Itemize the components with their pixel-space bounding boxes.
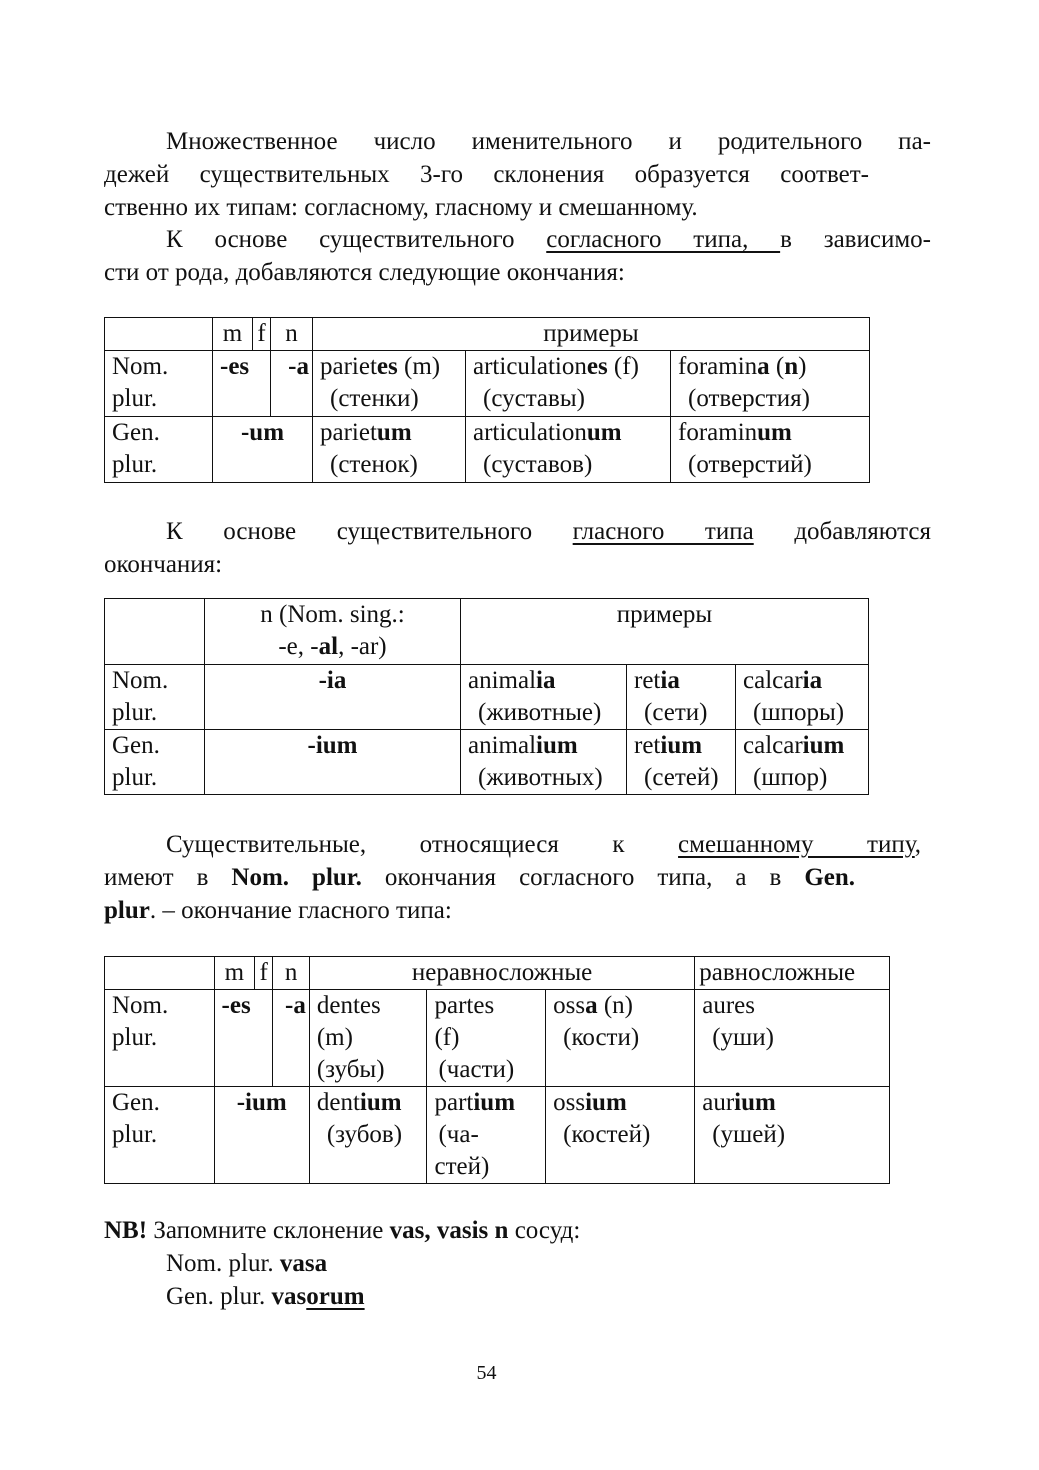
gender: (m)	[316, 1024, 353, 1051]
ending: ia	[802, 667, 823, 694]
nb-label: NB!	[104, 1217, 148, 1244]
translation: (отверстий)	[688, 451, 812, 478]
label-line: plur.	[112, 385, 158, 412]
mixed-type-table	[104, 956, 890, 1184]
translation: (суставы)	[483, 385, 585, 412]
underlined-term: согласного типа,	[546, 226, 781, 253]
ending: ium	[734, 1089, 776, 1116]
stem: pariet	[320, 419, 377, 446]
label-line: Nom.	[112, 353, 169, 380]
header-f: f	[253, 318, 271, 351]
stem: oss	[553, 992, 586, 1019]
ending: -es	[221, 992, 251, 1019]
ending: es	[376, 353, 398, 380]
translation: (зубов)	[326, 1121, 403, 1148]
text-line: дежей существительных 3-го склонения образуется соответ-	[104, 161, 869, 188]
gender: (m)	[397, 353, 441, 380]
label-line: Nom.	[112, 667, 169, 694]
example-cell	[546, 1087, 695, 1184]
ending: -ium	[307, 732, 358, 759]
ending: ium	[802, 732, 845, 759]
stem: aur	[702, 1089, 735, 1116]
translation: (ча-	[438, 1121, 479, 1148]
header-run: -e, -	[278, 633, 319, 660]
header-m: m	[213, 318, 253, 351]
stem: animal	[468, 732, 537, 759]
label-line: plur.	[112, 764, 158, 791]
gender: (f)	[607, 353, 639, 380]
intro-paragraph-2-cont	[104, 256, 869, 289]
corner-cell	[105, 599, 205, 665]
header-n: n	[271, 318, 313, 351]
example-cell	[309, 1087, 427, 1184]
text-line	[166, 223, 931, 256]
consonant-type-table	[104, 317, 870, 483]
example-cell	[671, 351, 870, 417]
case-label: Gen. plur.	[166, 1283, 272, 1310]
page-number: 54	[476, 1362, 497, 1384]
translation: (части)	[438, 1056, 515, 1083]
translation: (суставов)	[483, 451, 593, 478]
example-cell	[461, 730, 627, 795]
nb-nom-plur	[166, 1247, 327, 1280]
ending-all	[213, 417, 313, 483]
bold-term: plur	[104, 897, 150, 924]
stem: dent	[316, 1089, 360, 1116]
header-n: n	[273, 957, 310, 990]
stem: oss	[553, 1089, 586, 1116]
gender: (n)	[597, 992, 634, 1019]
stem: foramin	[678, 353, 758, 380]
example-cell	[309, 990, 427, 1087]
ending: a	[757, 353, 770, 380]
row-label-gen	[105, 730, 205, 795]
ending: um	[376, 419, 412, 446]
example-cell	[695, 990, 890, 1087]
ending: a	[585, 992, 598, 1019]
text-run: в зависимо-	[780, 226, 931, 253]
corner-cell	[105, 318, 213, 351]
label-line: plur.	[112, 451, 158, 478]
ending: um	[757, 419, 792, 446]
header-f: f	[255, 957, 273, 990]
gender: n	[784, 353, 799, 380]
translation: (отверстия)	[688, 385, 810, 412]
example-cell	[736, 730, 869, 795]
header-imparisyllabic: неравносложные	[309, 957, 694, 990]
label-line: plur.	[112, 1121, 158, 1148]
example-cell	[313, 417, 466, 483]
label-line: Gen.	[112, 1089, 160, 1116]
label-line: plur.	[112, 699, 158, 726]
ending: -es	[220, 353, 250, 380]
row-label-nom	[105, 351, 213, 417]
row-label-gen	[105, 1087, 215, 1184]
stem: ret	[634, 667, 661, 694]
example-cell	[427, 990, 546, 1087]
label-line: plur.	[112, 1024, 158, 1051]
example-cell	[736, 665, 869, 730]
text-line: ственно их типам: согласному, гласному и смешанному.	[104, 194, 698, 221]
example-cell	[546, 990, 695, 1087]
text-run: окончания согласного типа, а в	[361, 864, 805, 891]
text-line	[104, 894, 855, 927]
translation: (кости)	[563, 1024, 640, 1051]
stem: ret	[634, 732, 661, 759]
text-run: . – окончание гласного типа:	[149, 897, 452, 924]
underlined-term: смешанному типу	[678, 831, 915, 858]
ending-mf	[213, 351, 271, 417]
text-run: К основе существительного	[166, 518, 573, 545]
intro-paragraph-1-cont	[104, 158, 869, 224]
row-label-nom	[105, 990, 215, 1087]
text-line	[166, 515, 931, 548]
ending-cell	[205, 730, 461, 795]
ending-cell	[205, 665, 461, 730]
translation: (животных)	[478, 764, 603, 791]
label-line: Gen.	[112, 732, 160, 759]
ending: -ia	[318, 667, 347, 694]
ending: orum	[306, 1283, 365, 1310]
ending: ium	[359, 1089, 402, 1116]
stem: calcar	[743, 732, 803, 759]
example-cell	[466, 351, 671, 417]
ending: -um	[240, 419, 285, 446]
example-cell	[427, 1087, 546, 1184]
ending: ium	[660, 732, 703, 759]
ending: um	[586, 419, 622, 446]
vowel-type-table	[104, 598, 869, 795]
ending: ium	[536, 732, 578, 759]
header-m: m	[214, 957, 255, 990]
translation: (шпор)	[753, 764, 828, 791]
label-line: Gen.	[112, 419, 160, 446]
example-cell	[627, 730, 736, 795]
text-line: Множественное число именительного и родительного па-	[166, 128, 931, 155]
ending: -ium	[236, 1089, 287, 1116]
stem: articulation	[473, 419, 587, 446]
gender: )	[798, 353, 807, 380]
header-run: al	[318, 633, 339, 660]
translation: (сетей)	[644, 764, 719, 791]
ending-mf	[214, 990, 273, 1087]
ending: ium	[585, 1089, 627, 1116]
header-examples: примеры	[461, 599, 869, 665]
example-cell	[313, 351, 466, 417]
stem: foramin	[678, 419, 758, 446]
translation: (уши)	[712, 1024, 774, 1051]
text-line: сти от рода, добавляются следующие окончания:	[104, 259, 625, 286]
header-parisyllabic: равносложные	[695, 957, 890, 990]
corner-cell	[105, 957, 215, 990]
label-line: Nom.	[112, 992, 169, 1019]
mixed-paragraph-cont	[104, 861, 855, 927]
ending: ia	[660, 667, 680, 694]
header-examples: примеры	[313, 318, 870, 351]
word: partes	[434, 992, 495, 1019]
translation: (костей)	[563, 1121, 651, 1148]
header-run: , -ar)	[338, 633, 387, 660]
ending-n	[271, 351, 313, 417]
ending-all	[214, 1087, 309, 1184]
underlined-term: гласного типа	[572, 518, 754, 545]
text-run: К основе существительного	[166, 226, 547, 253]
intro-paragraph-1	[104, 125, 931, 158]
row-label-gen	[105, 417, 213, 483]
text-run: добавляются	[753, 518, 931, 545]
translation: стей)	[434, 1153, 490, 1180]
header-n	[205, 599, 461, 665]
text-run: Существительные, относящиеся к	[166, 831, 679, 858]
stem: vas	[271, 1283, 307, 1310]
bold-term: Nom. plur.	[231, 864, 362, 891]
text-run: имеют в	[104, 864, 232, 891]
ending: es	[586, 353, 608, 380]
text-run: ,	[914, 831, 921, 858]
ending: ia	[536, 667, 556, 694]
row-label-nom	[105, 665, 205, 730]
ending-n	[273, 990, 310, 1087]
case-label: Nom. plur.	[166, 1250, 280, 1277]
stem: articulation	[473, 353, 587, 380]
gender: (	[769, 353, 785, 380]
ending: ium	[473, 1089, 516, 1116]
nb-note	[104, 1214, 580, 1247]
nb-gen-plur	[166, 1280, 365, 1313]
stem: pariet	[320, 353, 377, 380]
text-line	[166, 828, 921, 861]
translation: (шпоры)	[753, 699, 845, 726]
mixed-paragraph	[104, 828, 921, 861]
translation: (ушей)	[712, 1121, 786, 1148]
example-cell	[461, 665, 627, 730]
vowel-paragraph-cont	[104, 548, 869, 581]
translation: (животные)	[478, 699, 602, 726]
stem: part	[434, 1089, 474, 1116]
text-line	[104, 861, 855, 894]
stem: calcar	[743, 667, 803, 694]
translation: (стенок)	[330, 451, 418, 478]
text-line: окончания:	[104, 551, 223, 578]
text-run: Запомните склонение	[147, 1217, 390, 1244]
word: dentes	[316, 992, 381, 1019]
bold-term: Gen.	[804, 864, 856, 891]
intro-paragraph-2	[104, 223, 931, 256]
translation: (зубы)	[316, 1056, 385, 1083]
word: aures	[702, 992, 755, 1019]
stem: animal	[468, 667, 537, 694]
example-cell	[627, 665, 736, 730]
word-form: vasa	[279, 1250, 328, 1277]
example-cell	[466, 417, 671, 483]
gender: (f)	[434, 1024, 460, 1051]
example-cell	[695, 1087, 890, 1184]
vowel-paragraph	[104, 515, 931, 548]
header-line: n (Nom. sing.:	[260, 601, 405, 628]
example-cell	[671, 417, 870, 483]
ending: -a	[285, 992, 306, 1019]
translation: (стенки)	[330, 385, 419, 412]
text-run: сосуд:	[508, 1217, 581, 1244]
ending: -a	[288, 353, 309, 380]
translation: (сети)	[644, 699, 708, 726]
bold-term: vas, vasis n	[389, 1217, 509, 1244]
